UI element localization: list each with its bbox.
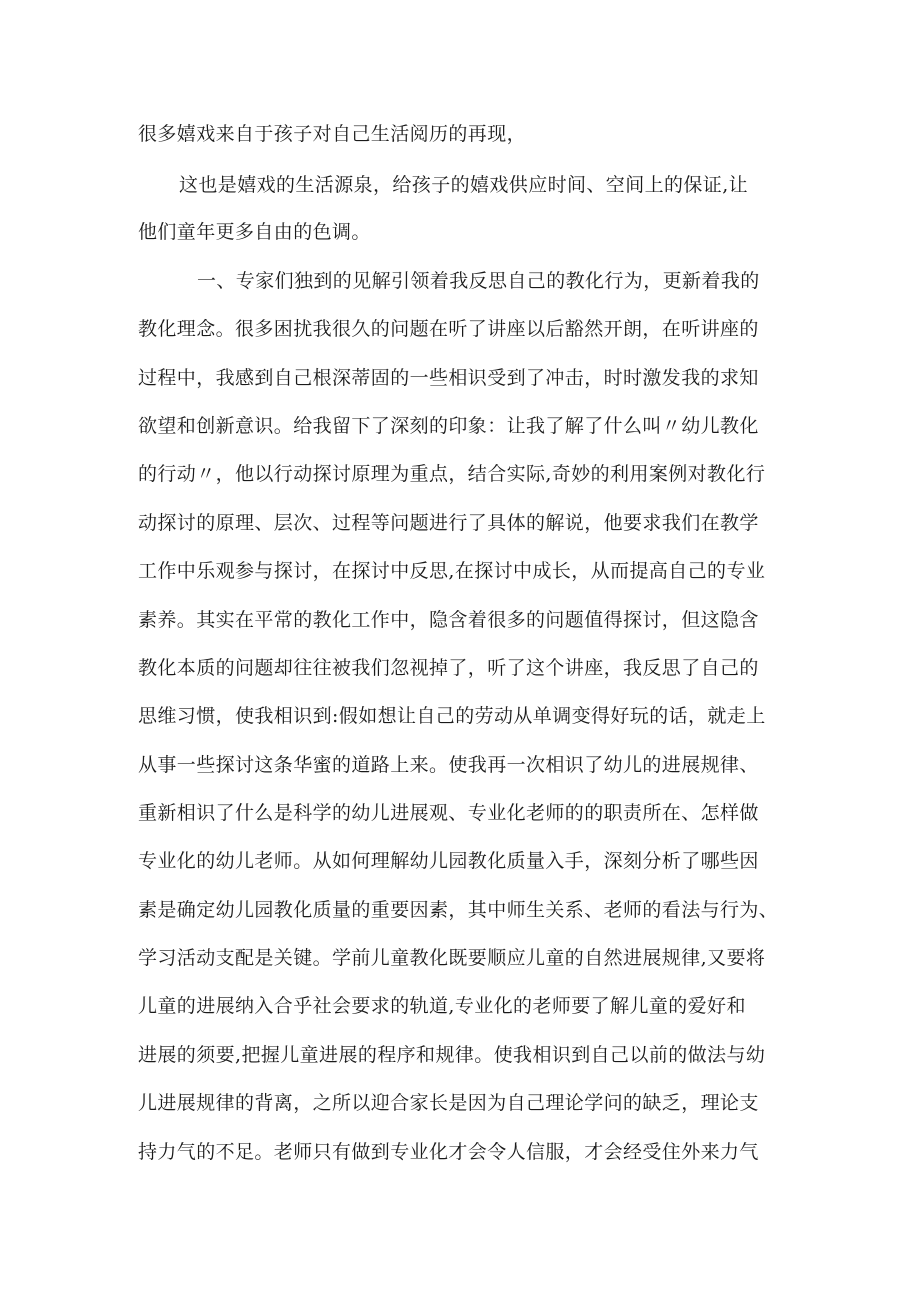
text-line: 教化本质的问题却往往被我们忽视掉了，听了这个讲座，我反思了自己的 xyxy=(138,657,759,679)
text-line: 从事一些探讨这条华蜜的道路上来。使我再一次相识了幼儿的进展规律、 xyxy=(138,754,759,776)
text-line: 动探讨的原理、层次、过程等问题进行了具体的解说，他要求我们在教学 xyxy=(138,512,759,534)
text-line: 的行动〃，他以行动探讨原理为重点，结合实际,奇妙的利用案例对教化行 xyxy=(138,463,766,485)
text-line: 很多嬉戏来自于孩子对自己生活阅历的再现， xyxy=(138,123,527,145)
paragraph-first-line: 一、专家们独到的见解引领着我反思自己的教化行为，更新着我的 xyxy=(197,270,760,292)
text-line: 学习活动支配是关键。学前儿童教化既要顺应儿童的自然进展规律,又要将 xyxy=(138,947,766,969)
text-line: 素养。其实在平常的教化工作中，隐含着很多的问题值得探讨，但这隐含 xyxy=(138,609,759,631)
text-line: 儿进展规律的背离，之所以迎合家长是因为自己理论学问的缺乏，理论支 xyxy=(138,1092,759,1114)
text-line: 思维习惯，使我相识到:假如想让自己的劳动从单调变得好玩的话，就走上 xyxy=(138,705,766,727)
text-line: 儿童的进展纳入合乎社会要求的轨道,专业化的老师要了解儿童的爱好和 xyxy=(138,995,746,1017)
text-line: 教化理念。很多困扰我很久的问题在听了讲座以后豁然开朗，在听讲座的 xyxy=(138,318,759,340)
text-line: 工作中乐观参与探讨，在探讨中反思,在探讨中成长，从而提高自己的专业 xyxy=(138,560,766,582)
text-line: 欲望和创新意识。给我留下了深刻的印象：让我了解了什么叫〃幼儿教化 xyxy=(138,415,759,437)
text-line: 过程中，我感到自己根深蒂固的一些相识受到了冲击，时时激发我的求知 xyxy=(138,367,759,389)
paragraph-first-line: 这也是嬉戏的生活源泉，给孩子的嬉戏供应时间、空间上的保证,让 xyxy=(179,174,749,196)
text-line: 专业化的幼儿老师。从如何理解幼儿园教化质量入手，深刻分析了哪些因 xyxy=(138,850,759,872)
text-line: 他们童年更多自由的色调。 xyxy=(138,221,371,243)
text-line: 持力气的不足。老师只有做到专业化才会令人信服，才会经受住外来力气 xyxy=(138,1141,759,1163)
text-line: 重新相识了什么是科学的幼儿进展观、专业化老师的的职责所在、怎样做 xyxy=(138,802,759,824)
text-line: 素是确定幼儿园教化质量的重要因素，其中师生关系、老师的看法与行为、 xyxy=(138,899,779,921)
text-line: 进展的须要,把握儿童进展的程序和规律。使我相识到自己以前的做法与幼 xyxy=(138,1044,766,1066)
